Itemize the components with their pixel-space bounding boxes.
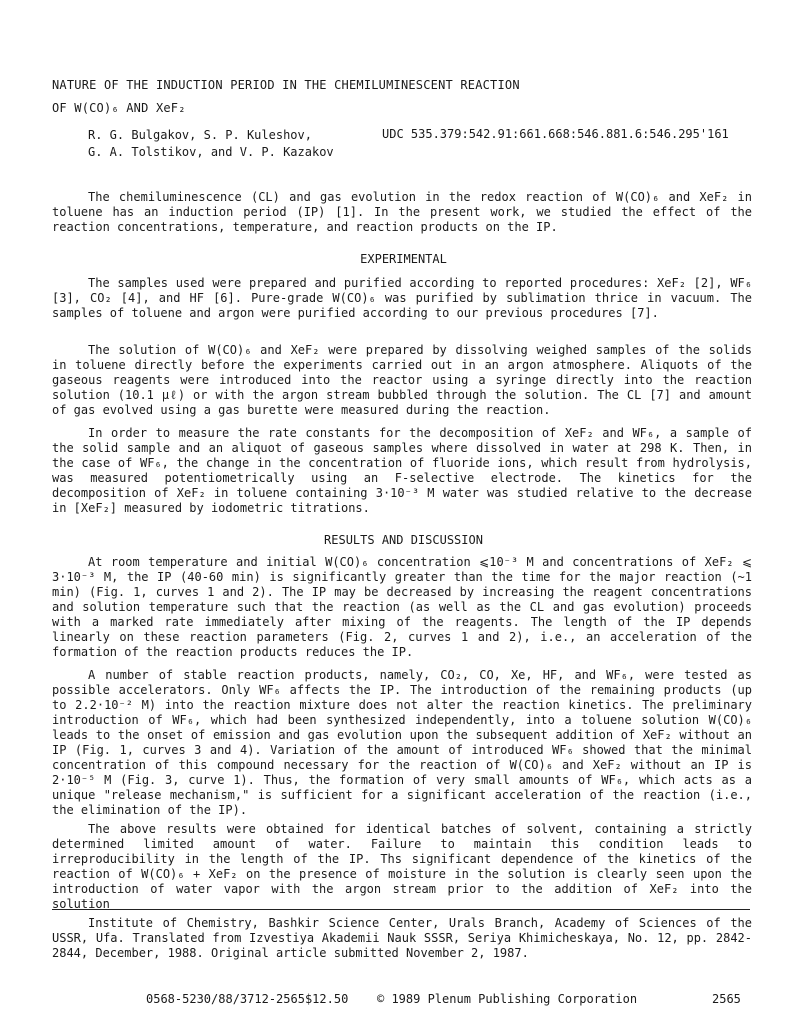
authors-line2: G. A. Tolstikov, and V. P. Kazakov <box>88 145 334 159</box>
article-title-line2: OF W(CO)₆ AND XeF₂ <box>52 101 186 115</box>
intro-paragraph: The chemiluminescence (CL) and gas evolution in the redox reaction of W(CO)₆ and XeF₂ in toluene has an induction period (IP) [1]. In the present work, we studied the effect of the reaction concentrations, temperature, and reaction products on the IP. <box>52 190 752 234</box>
issn-code: 0568-5230/88/3712-2565$12.50 <box>146 992 349 1006</box>
affiliation-footnote: Institute of Chemistry, Bashkir Science Center, Urals Branch, Academy of Sciences of the USSR, Ufa. Translated from Izvestiya Akademii Nauk SSSR, Seriya Khimicheskaya, No. 12, pp. 2842-2844, December, 1988. Original article submitted November 2, 1987. <box>52 916 752 960</box>
experimental-paragraph-2: The solution of W(CO)₆ and XeF₂ were prepared by dissolving weighed samples of the solids in toluene directly before the experiments carried out in an argon atmosphere. Aliquots of the gaseous reagents were introduced into the reactor using a syringe directly into the reaction solution (10.1 µℓ) or with the argon stream bubbled through the solution. The CL [7] and amount of gas evolved using a gas burette were measured during the reaction. <box>52 343 752 417</box>
experimental-paragraph-1: The samples used were prepared and purified according to reported procedures: XeF₂ [2], WF₆ [3], CO₂ [4], and HF [6]. Pure-grade W(CO)₆ was purified by sublimation thrice in vacuum. The samples of toluene and argon were purified according to our previous procedures [7]. <box>52 276 752 320</box>
experimental-paragraph-3: In order to measure the rate constants for the decomposition of XeF₂ and WF₆, a sample of the solid sample and an aliquot of gaseous samples where dissolved in water at 298 K. Then, in the case of WF₆, the change in the concentration of fluoride ions, which result from hydrolysis, was measured potentiometrically using an F-selective electrode. The kinetics for the decomposition of XeF₂ in toluene containing 3·10⁻³ M water was studied relative to the decrease in [XeF₂] measured by iodometric titrations. <box>52 426 752 515</box>
authors-line1: R. G. Bulgakov, S. P. Kuleshov, <box>88 128 312 142</box>
results-paragraph-1: At room temperature and initial W(CO)₆ concentration ⩽10⁻³ M and concentrations of XeF₂ ⩽ 3·10⁻³ M, the IP (40-60 min) is significantly greater than the time for the major reaction (~1 min) (Fig. 1, curves 1 and 2). The IP may be decreased by increasing the reagent concentrations and solution temperature such that the reaction (as well as the CL and gas evolution) proceeds with a marked rate immediately after mixing of the reagents. The length of the IP depends linearly on these reaction parameters (Fig. 2, curves 1 and 2), i.e., an acceleration of the formation of the reaction products reduces the IP. <box>52 555 752 659</box>
section-heading-results: RESULTS AND DISCUSSION <box>324 533 483 547</box>
authors <box>88 127 334 161</box>
copyright-notice: © 1989 Plenum Publishing Corporation <box>377 992 638 1006</box>
udc-code: UDC 535.379:542.91:661.668:546.881.6:546.295'161 <box>382 127 729 141</box>
results-paragraph-3: The above results were obtained for identical batches of solvent, containing a strictly determined limited amount of water. Failure to maintain this condition leads to irreproducibility in the length of the IP. Ths significant dependence of the kinetics of the reaction of W(CO)₆ + XeF₂ on the presence of moisture in the solution is clearly seen upon the introduction of water vapor with the argon stream prior to the addition of XeF₂ into the solution <box>52 822 752 911</box>
section-heading-experimental: EXPERIMENTAL <box>360 252 447 266</box>
footnote-divider <box>52 909 750 910</box>
page-number: 2565 <box>712 992 741 1006</box>
article-title-line1: NATURE OF THE INDUCTION PERIOD IN THE CHEMILUMINESCENT REACTION <box>52 78 520 92</box>
results-paragraph-2: A number of stable reaction products, namely, CO₂, CO, Xe, HF, and WF₆, were tested as possible accelerators. Only WF₆ affects the IP. The introduction of the remaining products (up to 2.2·10⁻² M) into the reaction mixture does not alter the reaction kinetics. The preliminary introduction of WF₆, which had been synthesized independently, into a toluene solution W(CO)₆ leads to the onset of emission and gas evolution upon the subsequent addition of XeF₂ without an IP (Fig. 1, curves 3 and 4). Variation of the amount of introduced WF₆ showed that the minimal concentration of this compound necessary for the reaction of W(CO)₆ and XeF₂ without an IP is 2·10⁻⁵ M (Fig. 3, curve 1). Thus, the formation of very small amounts of WF₆, which acts as a unique "release mechanism," is sufficient for a significant acceleration of the reaction (i.e., the elimination of the IP). <box>52 668 752 817</box>
